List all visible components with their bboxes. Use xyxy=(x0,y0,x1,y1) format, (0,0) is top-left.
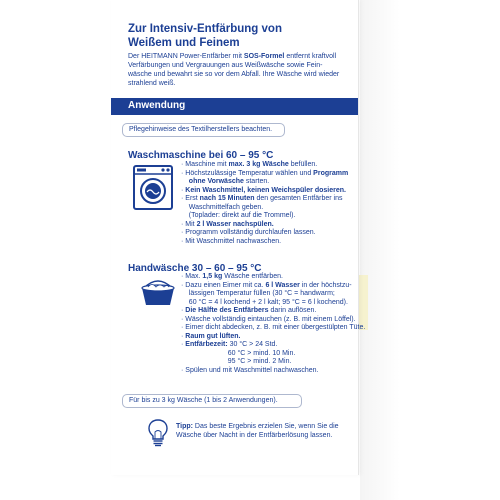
bullet: · xyxy=(181,367,186,375)
tip-line-1: Tipp: Das beste Ergebnis erzielen Sie, wenn Sie die xyxy=(176,423,339,430)
list-item: · Dazu einen Eimer mit ca. 6 l Wasser in der höchstzu- xyxy=(181,281,352,289)
list-item: · Max. 1,5 kg Wäsche entfärben. xyxy=(181,273,283,280)
list-item: 60 °C > mind. 10 Min. xyxy=(181,350,356,359)
machine-heading: Waschmaschine bei 60 – 95 °C xyxy=(128,150,274,161)
list-item: · Eimer dicht abdecken, z. B. mit einer übergestülpten Tüte. xyxy=(181,324,366,332)
list-item: · Maschine mit max. 3 kg Wäsche befüllen. xyxy=(181,161,318,168)
care-note-box xyxy=(122,123,285,137)
list-item: lässigen Temperatur füllen (30 °C = handwarm; xyxy=(181,290,356,299)
title-line-1: Zur Intensiv-Entfärbung von xyxy=(128,23,282,35)
package-side-strip xyxy=(358,275,368,330)
list-item: ohne Vorwäsche starten. xyxy=(181,178,356,187)
intro-line-3: wäsche und bewahrt sie so vor dem Abfall. Ihre Wäsche wird wieder xyxy=(128,71,340,78)
package-side-shading xyxy=(360,0,400,500)
bullet: · xyxy=(181,195,186,203)
bullet xyxy=(181,290,189,297)
bullet: · xyxy=(181,281,186,289)
list-item: · Wäsche vollständig eintauchen (z. B. mit einem Löffel). xyxy=(181,315,356,323)
list-item: Waschmittelfach geben. xyxy=(181,204,356,213)
lightbulb-icon xyxy=(147,418,169,448)
bullet: · xyxy=(181,220,186,228)
intro-text xyxy=(128,52,354,88)
list-item: · Programm vollständig durchlaufen lassen. xyxy=(181,229,316,237)
section-band xyxy=(111,98,358,115)
list-item: · Mit Waschmittel nachwaschen. xyxy=(181,237,282,245)
machine-steps xyxy=(181,161,356,246)
bullet: · xyxy=(181,315,186,323)
hand-heading: Handwäsche 30 – 60 – 95 °C xyxy=(128,263,262,274)
bullet xyxy=(181,212,189,219)
bullet: · xyxy=(181,229,186,237)
bullet: · xyxy=(181,161,186,168)
bullet xyxy=(181,204,189,211)
bullet xyxy=(181,178,189,185)
list-item: · Raum gut lüften. xyxy=(181,332,241,340)
title-line-2: Weißem und Feinem xyxy=(128,37,240,49)
care-note-text: Pflegehinweise des Textilherstellers beachten. xyxy=(129,126,273,133)
list-item: · Mit 2 l Wasser nachspülen. xyxy=(181,220,274,228)
list-item: · Erst nach 15 Minuten den gesamten Entfärber ins xyxy=(181,195,343,203)
list-item: (Toplader: direkt auf die Trommel). xyxy=(181,212,356,221)
hand-steps xyxy=(181,273,366,376)
intro-line-2: Verfärbungen und Vergrauungen aus Weißwäsche sowie Fein- xyxy=(128,62,323,69)
bullet: · xyxy=(181,273,186,280)
list-item: · Höchstzulässige Temperatur wählen und Programm xyxy=(181,169,349,177)
intro-line-4: strahlend weiß. xyxy=(128,80,176,87)
tip-text xyxy=(176,422,348,440)
capacity-note-box xyxy=(122,394,302,408)
washing-machine-icon xyxy=(133,165,173,210)
tip-label: Tipp: xyxy=(176,423,193,430)
list-item: · Entfärbezeit: 30 °C > 24 Std. xyxy=(181,341,278,349)
bucket-icon xyxy=(140,278,176,306)
bullet xyxy=(181,358,228,365)
bullet xyxy=(181,299,189,306)
intro-line-1: Der HEITMANN Power-Entfärber mit SOS-Formel entfernt kraftvoll xyxy=(128,53,337,60)
bullet: · xyxy=(181,341,186,349)
bullet: · xyxy=(181,169,186,177)
list-item: · Die Hälfte des Entfärbers darin auflösen. xyxy=(181,307,317,315)
capacity-note-text: Für bis zu 3 kg Wäsche (1 bis 2 Anwendungen). xyxy=(129,397,278,404)
list-item: 60 °C = 4 l kochend + 2 l kalt; 95 °C = 6 l kochend). xyxy=(181,299,356,308)
page-title xyxy=(128,22,348,50)
bullet: · xyxy=(181,307,186,315)
list-item: · Kein Waschmittel, keinen Weichspüler dosieren. xyxy=(181,186,346,194)
tip-line-2: Wäsche über Nacht in der Entfärberlösung lassen. xyxy=(176,432,333,439)
section-heading: Anwendung xyxy=(128,100,186,111)
bullet: · xyxy=(181,324,186,332)
list-item: · Spülen und mit Waschmittel nachwaschen. xyxy=(181,367,319,375)
list-item: 95 °C > mind. 2 Min. xyxy=(181,358,356,367)
bullet xyxy=(181,350,228,357)
bullet: · xyxy=(181,237,186,245)
bullet: · xyxy=(181,332,186,340)
bullet: · xyxy=(181,186,186,194)
